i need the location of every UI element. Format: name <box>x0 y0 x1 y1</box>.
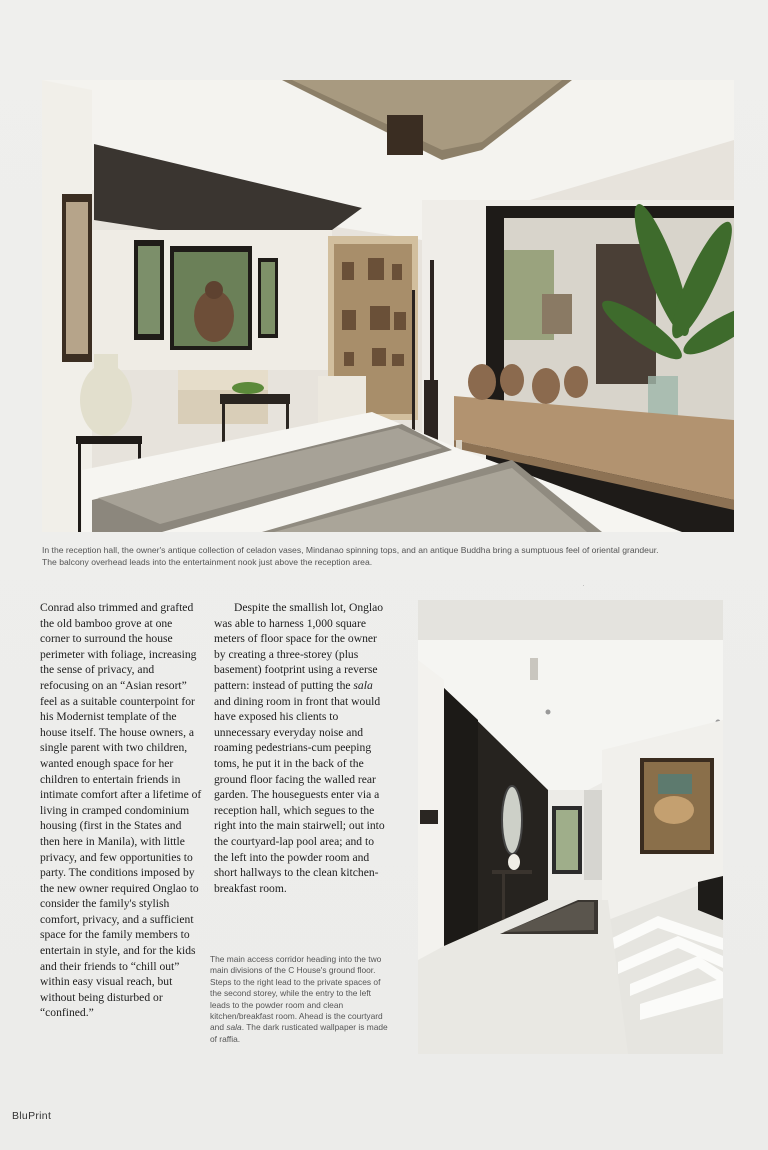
corridor-caption <box>210 954 388 1045</box>
caption2-italic-sala: sala <box>226 1022 242 1033</box>
magazine-brand-logo: BluPrint <box>12 1110 52 1122</box>
reception-hall-caption <box>42 544 742 568</box>
reception-hall-illustration <box>42 80 734 532</box>
column1-paragraph: Conrad also trimmed and grafted the old bamboo grove at one corner to surround the house perimeter with foliage, increasing the sense of privacy, and refocusing on an “Asian resort” feel as a suitable counterpoint for his Modernist template of the house itself. The house owners, a single parent with two children, wanted enough space for her children to entertain friends in intimate comfort after a lifetime of living in cramped condominium housing (first in the States and then here in Manila), with little privacy, and few opportunities to party. The conditions imposed by the new owner required Onglao to consider the family's stylish comfort, privacy, and a sufficient space for the family members to entertain in style, and for the kids and their friends to “chill out” within easy visual reach, but without being disturbed or “confined.” <box>40 601 202 1020</box>
column2-paragraph <box>214 600 390 896</box>
body-column-2 <box>214 600 390 896</box>
column2-italic-sala: sala <box>353 678 373 692</box>
caption1-line1: In the reception hall, the owner's antique collection of celadon vases, Mindanao spinning tops, and an antique Buddha bring a sumptuous feel of oriental grandeur. <box>42 545 659 555</box>
page-mark: · <box>582 580 585 590</box>
caption2-part1: The main access corridor heading into the two main divisions of the C House's ground floor. Steps to the right lead to the private spaces of the second storey, while the entry to the left leads to the powder room and clean kitchen/breakfast room. Ahead is the courtyard and <box>210 954 383 1033</box>
column2-text-part1: Despite the smallish lot, Onglao was able to harness 1,000 square meters of floor space for the owner by creating a three-storey (plus basement) footprint using a reverse pattern: instead of putting the <box>214 601 384 692</box>
column2-text-part2: and dining room in front that would have exposed his clients to unnecessary everyday noise and roaming pedestrians-cum peeping toms, he put it in the back of the ground floor facing the walled rear garden. The houseguests enter via a reception hall, which segues to the right into the main stairwell; out into the courtyard-lap pool area; and to the left into the powder room and short hallways to the clean kitchen-breakfast room. <box>214 694 385 895</box>
corridor-illustration <box>418 600 723 1054</box>
body-column-1 <box>40 600 202 1021</box>
reception-hall-photo <box>42 80 734 532</box>
caption1-line2: The balcony overhead leads into the entertainment nook just above the reception area. <box>42 557 373 567</box>
corridor-photo <box>418 600 723 1054</box>
caption2-part2: . The dark rusticated wallpaper is made of raffia. <box>210 1022 388 1044</box>
